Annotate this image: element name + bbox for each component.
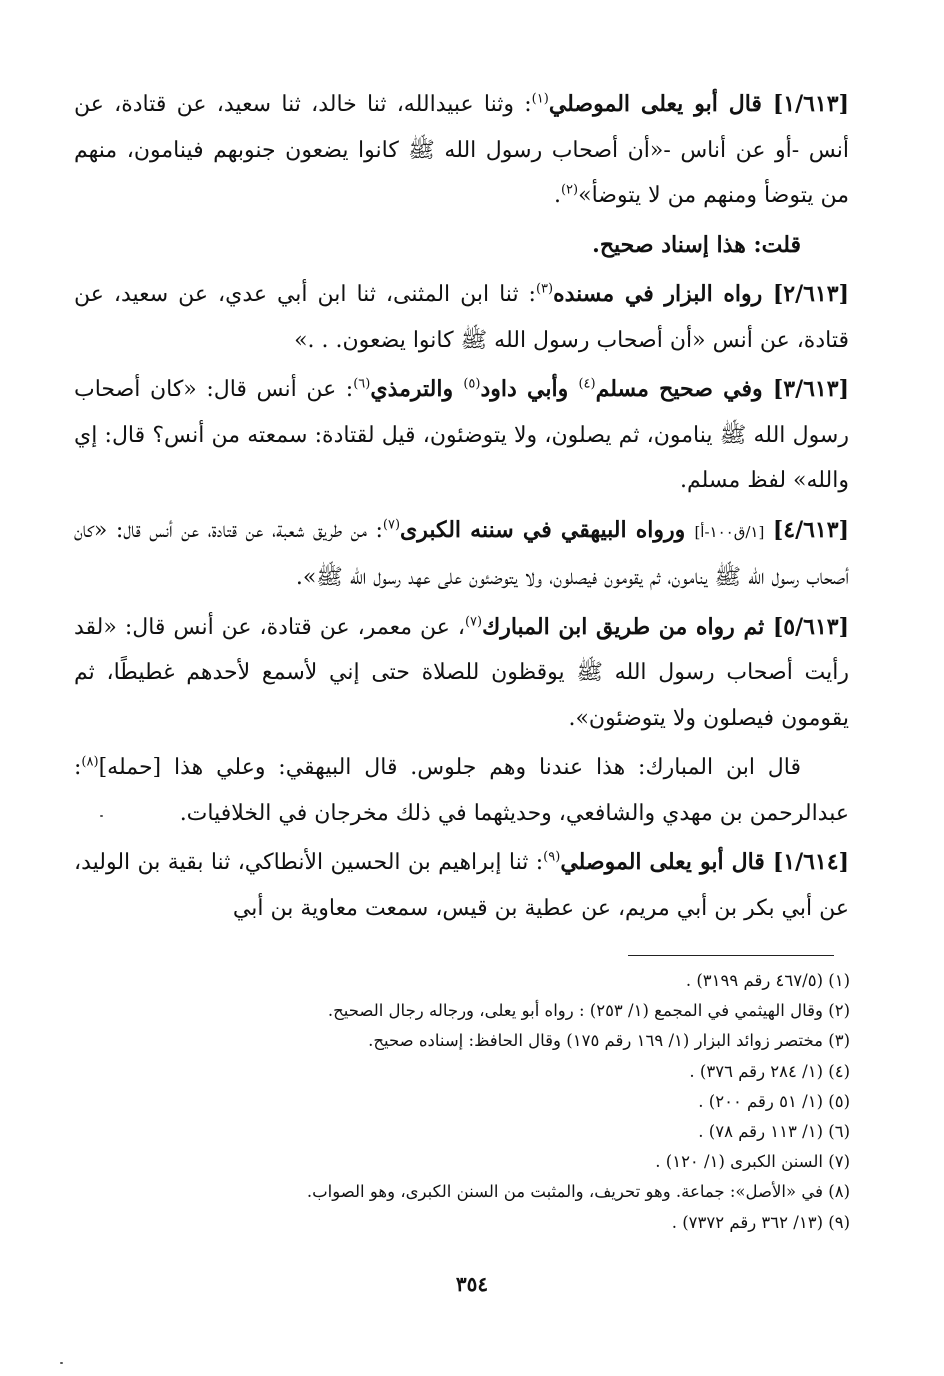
footnote-ref: (٨) — [81, 754, 99, 770]
hadith-text: : وثنا عبيدالله، ثنا خالد، ثنا سعيد، عن قتادة، عن أنس -أو عن أناس -«أن أصحاب رسول الله ﷺ كانوا يضعون جنوبهم فينامون، منهم من يتوضأ ومنهم من لا يتوضأ» — [74, 92, 849, 208]
footnote-ref: (٢) — [560, 182, 579, 198]
footnote-item: (٨) في «الأصل»: جماعة. وهو تحريف، والمثبت من السنن الكبرى، وهو الصواب. — [306, 1182, 850, 1202]
footnote-ref: (٧) — [464, 614, 483, 630]
paragraph-613-4 — [74, 508, 849, 601]
hadith-heading-part: والترمذي — [370, 376, 464, 402]
hadith-heading: [٢/٦١٣] رواه البزار في مسنده — [553, 281, 849, 307]
hadith-tail: . — [553, 183, 561, 208]
footnote-item: (٦) (١/ ١١٣ رقم ٧٨) . — [698, 1122, 850, 1142]
manuscript-marker: [١/ق١٠٠-أ] — [694, 522, 765, 541]
hadith-heading: [١/٦١٣] قال أبو يعلى الموصلي — [548, 91, 849, 117]
page-number: ٣٥٤ — [455, 1272, 489, 1296]
footnote-ref: (٩) — [543, 849, 561, 865]
main-text — [74, 82, 849, 935]
footnote-item: (٢) وقال الهيثمي في المجمع (١/ ٢٥٣) : رواه أبو يعلى، ورجاله رجال الصحيح. — [327, 1001, 850, 1021]
footnote-divider — [628, 955, 834, 956]
footnote-ref: (٤) — [578, 376, 596, 392]
footnote-item: (٥) (١/ ٥١ رقم ٢٠٠) . — [698, 1091, 850, 1111]
footnote-item: (٤) (١/ ٢٨٤ رقم ٣٧٦) . — [689, 1061, 850, 1081]
commentary-tail: : عبدالرحمن بن مهدي والشافعي، وحديثهما في ذلك مخرجان في الخلافيات. — [74, 755, 849, 826]
hadith-heading: [١/٦١٤] قال أبو يعلى الموصلي — [560, 849, 849, 875]
footnote-item: (٧) السنن الكبرى (١/ ١٢٠) . — [655, 1152, 850, 1172]
paragraph-613-5 — [74, 605, 849, 742]
footnote-ref: (٣) — [535, 281, 554, 297]
footnote-item: (١) (٤٦٧/٥ رقم ٣١٩٩) . — [685, 971, 850, 990]
hadith-heading-part: وأبي داود — [480, 376, 579, 402]
footnote-item: (٩) (١٣/ ٣٦٢ رقم ٧٣٧٢) . — [671, 1212, 850, 1232]
footnote-ref: (٦) — [353, 376, 371, 392]
scan-speck — [60, 1362, 63, 1364]
footnote-ref: (٧) — [382, 517, 401, 533]
paragraph-613-1 — [74, 82, 849, 219]
hadith-heading-part: ورواه البيهقي في سننه الكبرى — [400, 516, 695, 543]
footnotes — [150, 966, 850, 1238]
hadith-text: : من طريق شعبة، عن قتادة، عن أنس قال: «كان أصحاب رسول الله ﷺ ينامون، ثم يقومون فيصلون، ولا يتوضئون على عهد رسول الله ﷺ». — [74, 517, 849, 590]
commentary-text: قال ابن المبارك: هذا عندنا وهم جلوس. قال البيهقي: وعلي هذا [حمله] — [98, 755, 801, 780]
paragraph-613-2 — [74, 272, 849, 363]
paragraph-613-3 — [74, 367, 849, 504]
hadith-text: : ثنا ابن المثنى، ثنا ابن أبي عدي، عن سعيد، عن قتادة، عن أنس «أن أصحاب رسول الله ﷺ كانوا يضعون. . .» — [74, 282, 849, 353]
hadith-text: : ثنا إبراهيم بن الحسين الأنطاكي، ثنا بقية بن الوليد، عن أبي بكر بن أبي مريم، عن عطية بن قيس، سمعت معاوية بن أبي — [74, 850, 849, 921]
hadith-text: : عن أنس قال: «كان أصحاب رسول الله ﷺ ينامون، ثم يصلون، ولا يتوضئون، قيل لقتادة: سمعته من أنس؟ قال: إي والله» لفظ مسلم. — [74, 377, 849, 493]
hadith-text: ، عن معمر، عن قتادة، عن أنس قال: «لقد رأيت أصحاب رسول الله ﷺ يوقظون للصلاة حتى إني لأسمع لأحدهم غطيطًا، ثم يقومون فيصلون ولا يتوضئون». — [74, 614, 849, 731]
scan-speck — [100, 815, 103, 817]
paragraph-comment — [74, 223, 849, 269]
paragraph-614-1 — [74, 840, 849, 931]
hadith-heading: [٥/٦١٣] ثم رواه من طريق ابن المبارك — [482, 613, 850, 640]
footnote-ref: (١) — [531, 91, 549, 107]
hadith-heading: [٤/٦١٣] — [772, 516, 849, 543]
comment-text: قلت: هذا إسناد صحيح. — [592, 231, 801, 258]
paragraph-ibn-mubarak — [74, 745, 849, 836]
footnote-item: (٣) مختصر زوائد البزار (١/ ١٦٩ رقم ١٧٥) وقال الحافظ: إسناده صحيح. — [368, 1031, 850, 1051]
footnote-ref: (٥) — [463, 376, 481, 392]
hadith-heading: [٣/٦١٣] وفي صحيح مسلم — [595, 376, 849, 402]
